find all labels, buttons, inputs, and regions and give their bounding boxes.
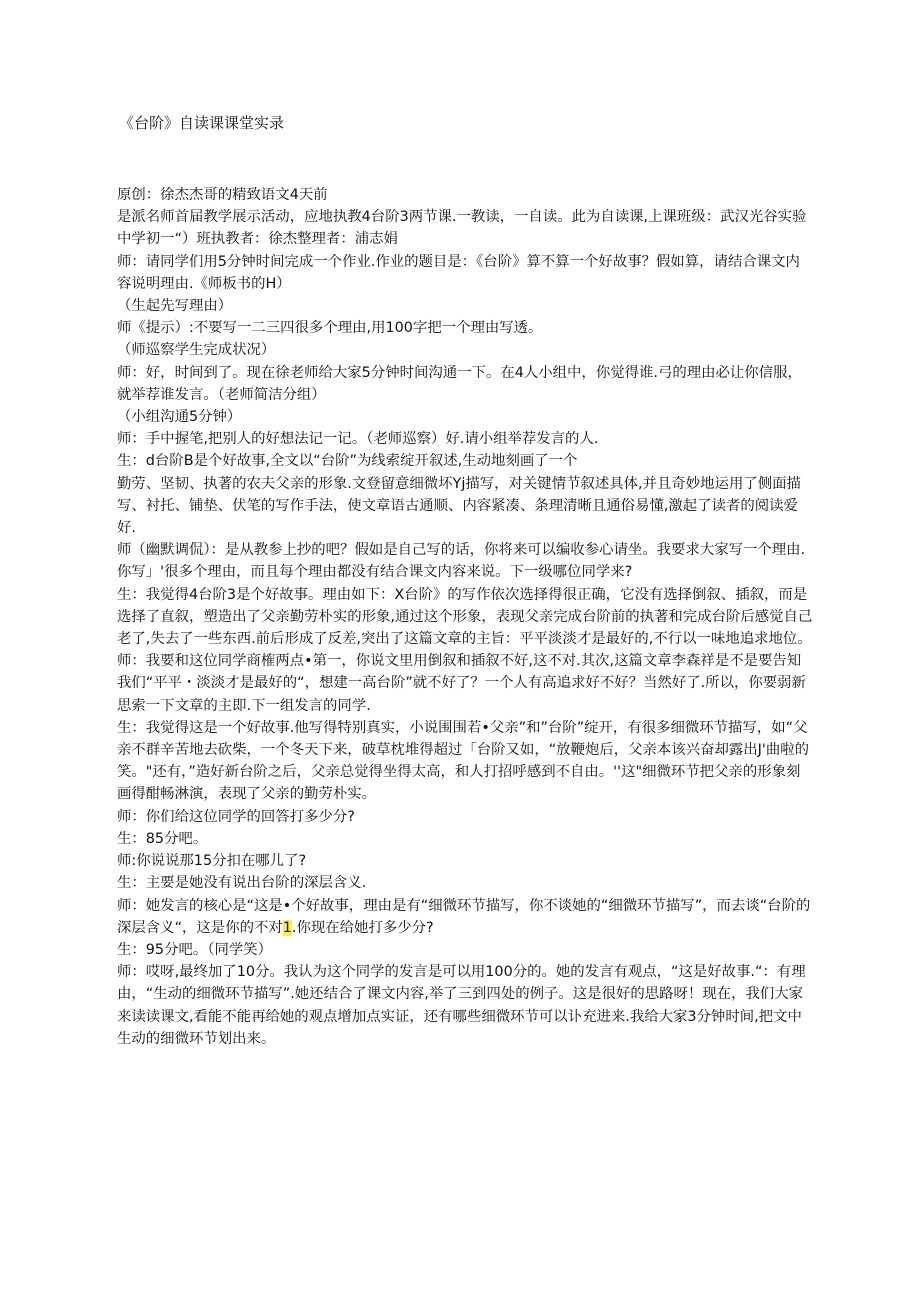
paragraph: 生：主要是她没有说出台阶的深层含义. <box>117 875 367 892</box>
paragraph: 生：95分吧。（同学笑） <box>117 941 273 958</box>
paragraph: 师（幽默调侃）：是从教参上抄的吧？假如是自己写的话，你将来可以编收参心请坐。我要求大家写一个理由.你写」'很多个理由，而且每个理由都没有结合课文内容来说。下一级哪位同学来? <box>117 542 806 581</box>
paragraph: 师:你说说那15分扣在哪儿了? <box>117 853 307 870</box>
paragraph: 师：手中握笔,把别人的好想法记一记。（老师巡察）好.请小组举荐发言的人. <box>117 431 599 448</box>
document-title: 《台阶》自读课课堂实录 <box>119 114 285 132</box>
paragraph: 生：d台阶B是个好故事,全文以“台阶”为线索绽开叙述,生动地刻画了一个 <box>117 453 578 470</box>
paragraph: 勤劳、坚韧、执著的农夫父亲的形象.文登留意细微坏Yj描写，对关键情节叙述具体,并且奇妙地运用了侧面描写、衬托、铺垫、伏笔的写作手法，使文章语古通顺、内容紧凑、条理清晰且通俗易懂,激起了读者的阅读爱好. <box>117 475 801 537</box>
paragraph: （师巡察学生完成状况） <box>117 342 276 359</box>
paragraph: （生起先写理由） <box>117 298 233 315</box>
paragraph: 师：好，时间到了。现在徐老师给大家5分钟时间沟通一下。在4人小组中，你觉得谁.弓的理由必让你信服，就举荐谁发言。（老师简洁分组） <box>117 364 802 403</box>
paragraph: 生：我觉得这是一个好故事.他写得特别真实，小说围围若•父亲”和”台阶”绽开，有很多细微环节描写，如“父亲不群辛苦地去砍柴，一个冬天下来，破草枕堆得超过「台阶又如，“放鞭炮后，父亲本该兴奋却露出J'曲啦的笑。"还有，”造好新台阶之后，父亲总觉得坐得太高，和人打招呼感到不自由。''这"细微环节把父亲的形象刻画得酣畅淋演，表现了父亲的勤劳朴实。 <box>117 719 810 803</box>
paragraph: 师《提示）:不要写一二三四很多个理由,用100字把一个理由写透。 <box>117 320 543 337</box>
paragraph: 师：我要和这位同学商榷两点•第一，你说文里用倒叙和插叙不好,这不对.其次,这篇文章李森祥是不是要告知我们“平平・淡淡才是最好的“，想建一高台阶”就不好了？一个人有高追求好不好？当然好了.所以，你要弱新思索一下文章的主即.下一组发言的同学. <box>117 653 806 714</box>
paragraph: （小组沟通5分钟） <box>117 409 242 426</box>
paragraph: 生：我觉得4台阶3是个好故事。理由如下：X台阶》的写作依次选择得很正确，它没有选择倒叙、插叙，而是选择了直叙，塑造出了父亲勤劳朴实的形象,通过这个形象，表现父亲完成台阶前的执著和完成台阶后感觉自己老了,失去了一些东西.前后形成了反差,突出了这篇文章的主旨：平平淡淡才是最好的,不行以一味地追求地位。 <box>117 586 813 648</box>
paragraph-intro: 是派名师首届教学展示活动，应地执教4台阶3两节课.一教读，一自读。此为自读课,上课班级：武汉光谷实验中学初一“）班执教者：徐杰整理者：浦志娟 <box>117 209 807 248</box>
document-body <box>117 184 813 1050</box>
paragraph: 师：哎呀,最终加了10分。我认为这个同学的发言是可以用100分的。她的发言有观点，“这是好故事.“：有理由，“生动的细微环节描写”.她还结合了课文内容,举了三到四处的例子。这是很好的思路呀！现在，我们大家来读读课文,看能不能再给她的观点增加点实证，还有哪些细微环节可以讣充进来.我给大家3分钟时间,把文中生动的细微环节划出来。 <box>117 964 806 1047</box>
paragraph: 师：请同学们用5分钟时间完成一个作业.作业的题目是：《台阶》算不算一个好故事？假如算，请结合课文内容说明理由.《师板书的H） <box>117 253 800 292</box>
paragraph-source: 原创：徐杰杰哥的精致语文4天前 <box>117 187 328 203</box>
highlighted-text: 1 <box>282 919 292 936</box>
paragraph: 生：85分吧。 <box>117 830 208 847</box>
paragraph-text: 师：她发言的核心是“这是•个好故事，理由是有“细微环节描写，你不谈她的“细微环节描写”，而去谈“台阶的深层含义“，这是你的不对 <box>117 897 811 936</box>
paragraph-text: .你现在给她打多少分? <box>291 919 434 936</box>
paragraph: 师：你们给这位同学的回答打多少分? <box>117 808 355 825</box>
paragraph-with-highlight <box>117 895 813 939</box>
